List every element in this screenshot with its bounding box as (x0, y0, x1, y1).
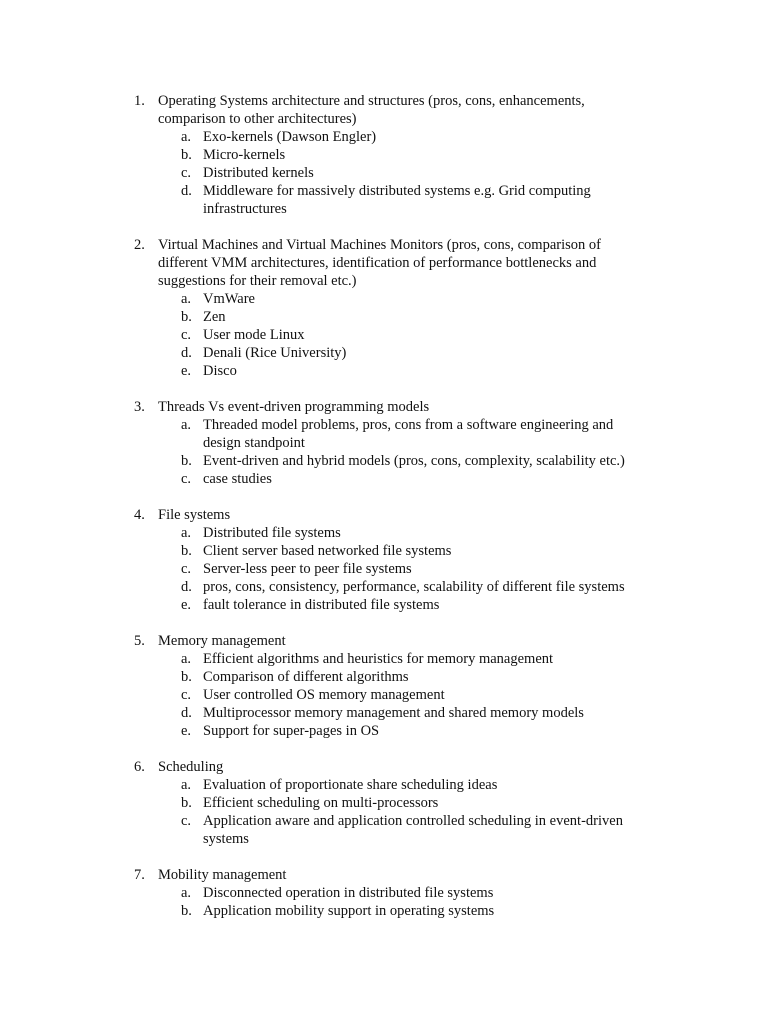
subtopic-text: Multiprocessor memory management and shared memory models (203, 705, 584, 721)
subtopic-text: Application mobility support in operating systems (203, 903, 495, 919)
subtopic-text: Efficient scheduling on multi-processors (203, 795, 439, 811)
subtopic-item (0, 902, 768, 920)
subtopic-letter: c. (181, 327, 192, 343)
subtopic-item (0, 722, 768, 740)
subtopic-letter: e. (181, 723, 192, 739)
topic-number: 5. (134, 633, 145, 649)
subtopic-text: VmWare (203, 291, 255, 307)
subtopic-text: Threaded model problems, pros, cons from a software engineering and design standpoint (203, 417, 614, 451)
topic-title: Mobility management (158, 867, 287, 883)
subtopic-letter: c. (181, 687, 192, 703)
subtopic-item (0, 146, 768, 164)
subtopic-text: Support for super-pages in OS (203, 723, 380, 739)
subtopic-list (0, 128, 768, 218)
subtopic-item (0, 596, 768, 614)
subtopic-item (0, 704, 768, 722)
subtopic-text: case studies (203, 471, 272, 487)
subtopic-text: Efficient algorithms and heuristics for memory management (203, 651, 554, 667)
subtopic-item (0, 326, 768, 344)
subtopic-item (0, 344, 768, 362)
subtopic-text: Middleware for massively distributed systems e.g. Grid computing infrastructures (203, 183, 591, 217)
topic-number: 2. (134, 237, 145, 253)
subtopic-letter: d. (181, 183, 192, 199)
subtopic-text: Event-driven and hybrid models (pros, cons, complexity, scalability etc.) (203, 453, 625, 469)
subtopic-letter: c. (181, 165, 192, 181)
subtopic-letter: d. (181, 705, 192, 721)
subtopic-text: Application aware and application controlled scheduling in event-driven systems (203, 813, 623, 847)
subtopic-letter: a. (181, 885, 192, 901)
topic-title: Memory management (158, 633, 286, 649)
subtopic-item (0, 578, 768, 596)
subtopic-list (0, 776, 768, 848)
subtopic-text: Micro-kernels (203, 147, 286, 163)
subtopic-text: Disconnected operation in distributed file systems (203, 885, 494, 901)
subtopic-item (0, 452, 768, 470)
topic-number: 7. (134, 867, 145, 883)
subtopic-text: Distributed kernels (203, 165, 314, 181)
topic-number: 3. (134, 399, 145, 415)
subtopic-text: Distributed file systems (203, 525, 341, 541)
subtopic-item (0, 128, 768, 146)
subtopic-item (0, 560, 768, 578)
topic-item (0, 506, 768, 614)
subtopic-letter: a. (181, 777, 192, 793)
subtopic-text: Disco (203, 363, 237, 379)
subtopic-list (0, 524, 768, 614)
subtopic-text: User controlled OS memory management (203, 687, 445, 703)
subtopic-letter: d. (181, 579, 192, 595)
topic-item (0, 866, 768, 920)
topic-item (0, 632, 768, 740)
subtopic-text: User mode Linux (203, 327, 305, 343)
subtopic-letter: c. (181, 471, 192, 487)
subtopic-list (0, 650, 768, 740)
subtopic-letter: e. (181, 363, 192, 379)
subtopic-text: Server-less peer to peer file systems (203, 561, 412, 577)
subtopic-item (0, 542, 768, 560)
subtopic-letter: a. (181, 417, 192, 433)
subtopic-item (0, 182, 768, 218)
subtopic-item (0, 776, 768, 794)
subtopic-letter: b. (181, 543, 192, 559)
subtopic-text: Exo-kernels (Dawson Engler) (203, 129, 377, 145)
subtopic-letter: e. (181, 597, 192, 613)
topic-item (0, 398, 768, 488)
subtopic-letter: b. (181, 147, 192, 163)
subtopic-item (0, 164, 768, 182)
topic-item (0, 758, 768, 848)
subtopic-text: Denali (Rice University) (203, 345, 347, 361)
topic-title: Operating Systems architecture and structures (pros, cons, enhancements, comparison to other architectures) (158, 93, 585, 127)
subtopic-item (0, 686, 768, 704)
topic-item (0, 92, 768, 218)
subtopic-text: fault tolerance in distributed file systems (203, 597, 440, 613)
topic-number: 1. (134, 93, 145, 109)
subtopic-letter: c. (181, 813, 192, 829)
subtopic-text: Zen (203, 309, 226, 325)
subtopic-letter: c. (181, 561, 192, 577)
subtopic-item (0, 290, 768, 308)
subtopic-item (0, 884, 768, 902)
topic-number: 4. (134, 507, 145, 523)
subtopic-letter: b. (181, 669, 192, 685)
subtopic-item (0, 650, 768, 668)
subtopic-text: pros, cons, consistency, performance, scalability of different file systems (203, 579, 625, 595)
subtopic-item (0, 668, 768, 686)
topic-number: 6. (134, 759, 145, 775)
subtopic-item (0, 524, 768, 542)
subtopic-letter: b. (181, 453, 192, 469)
subtopic-text: Evaluation of proportionate share scheduling ideas (203, 777, 498, 793)
subtopic-item (0, 308, 768, 326)
subtopic-letter: b. (181, 903, 192, 919)
subtopic-text: Client server based networked file systems (203, 543, 452, 559)
topic-title: Scheduling (158, 759, 224, 775)
subtopic-letter: b. (181, 795, 192, 811)
subtopic-item (0, 416, 768, 452)
subtopic-item (0, 470, 768, 488)
topic-item (0, 236, 768, 380)
subtopic-letter: a. (181, 525, 192, 541)
subtopic-letter: b. (181, 309, 192, 325)
subtopic-letter: d. (181, 345, 192, 361)
topic-list (0, 92, 768, 938)
subtopic-item (0, 794, 768, 812)
topic-title: Threads Vs event-driven programming models (158, 399, 430, 415)
subtopic-letter: a. (181, 291, 192, 307)
subtopic-letter: a. (181, 651, 192, 667)
subtopic-text: Comparison of different algorithms (203, 669, 409, 685)
subtopic-list (0, 416, 768, 488)
topic-title: File systems (158, 507, 231, 523)
subtopic-item (0, 362, 768, 380)
subtopic-item (0, 812, 768, 848)
topic-title: Virtual Machines and Virtual Machines Monitors (pros, cons, comparison of different VMM architectures, identification of performance bottlenecks and suggestions for their removal etc.) (158, 237, 601, 289)
subtopic-letter: a. (181, 129, 192, 145)
subtopic-list (0, 290, 768, 380)
subtopic-list (0, 884, 768, 920)
